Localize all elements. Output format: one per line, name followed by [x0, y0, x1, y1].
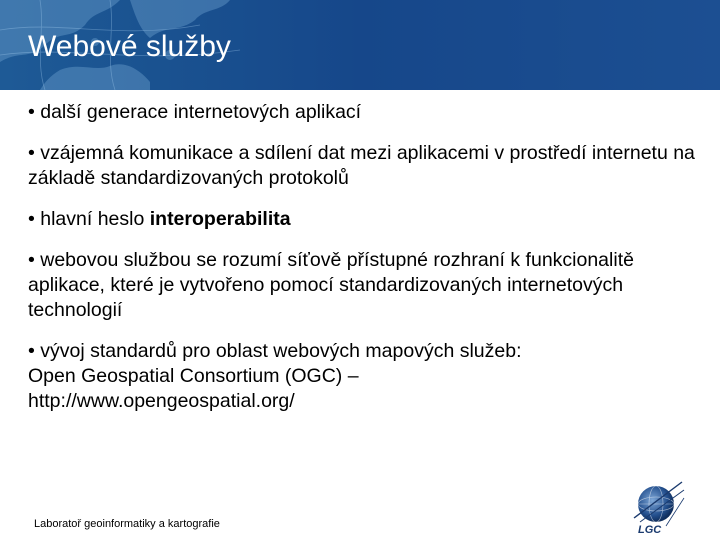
bullet-communication: • vzájemná komunikace a sdílení dat mezi aplikacemi v prostředí internetu na základě standardizovaných protokolů [28, 142, 695, 189]
bullet-standards-url: http://www.opengeospatial.org/ [28, 390, 295, 412]
bullet-next-generation: • další generace internetových aplikací [28, 101, 362, 123]
lgc-logo-text: LGC [638, 524, 662, 536]
bullet-motto [28, 207, 698, 232]
bullet-standards-line1: • vývoj standardů pro oblast webových mapových služeb: [28, 340, 522, 362]
bullet-motto-keyword: interoperabilita [149, 208, 291, 230]
slide-title: Webové služby [28, 30, 231, 63]
bullet-standards-line2: Open Geospatial Consortium (OGC) – [28, 365, 359, 387]
bullet-definition: • webovou službou se rozumí síťově přístupné rozhraní k funkcionalitě aplikace, které je vytvořeno pomocí standardizovaných internetových technologií [28, 249, 634, 321]
bullet-motto-prefix: • hlavní heslo [28, 208, 150, 230]
lgc-logo-icon [626, 478, 688, 536]
slide-header [0, 0, 720, 90]
slide-content [28, 100, 698, 430]
footer-lab-name: Laboratoř geoinformatiky a kartografie [34, 518, 220, 530]
bullet-standards [28, 339, 698, 414]
